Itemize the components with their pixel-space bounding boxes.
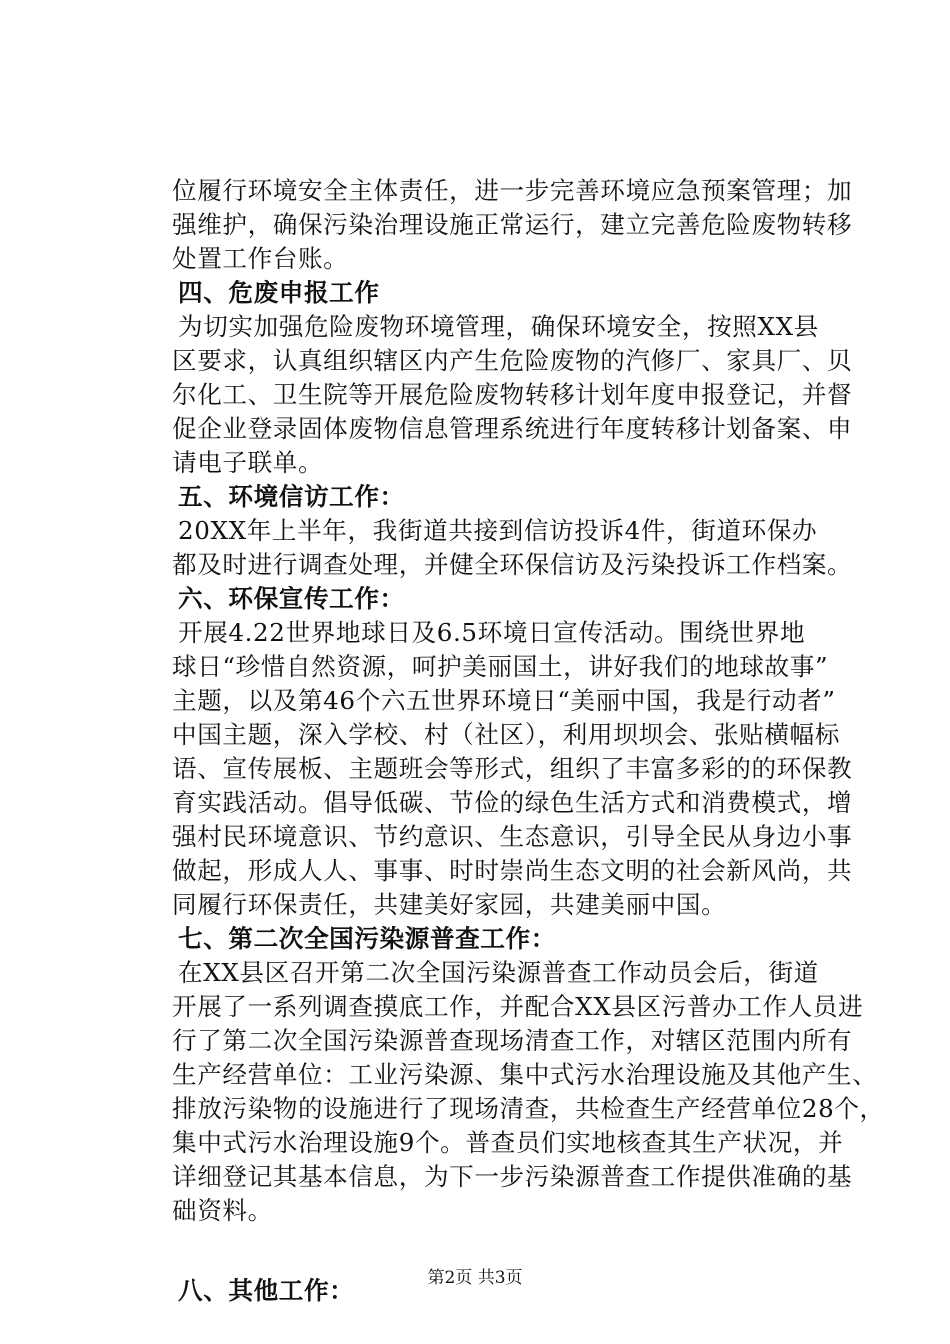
- section-heading: 六、环保宣传工作：: [178, 584, 405, 613]
- paragraph-first-line: 为切实加强危险废物环境管理，确保环境安全，按照XX县: [178, 312, 819, 341]
- paragraph-first-line: 20XX年上半年，我街道共接到信访投诉4件，街道环保办: [178, 516, 818, 545]
- body-line: 生产经营单位：工业污染源、集中式污水治理设施及其他产生、: [172, 1060, 878, 1089]
- body-line: 请电子联单。: [172, 448, 324, 477]
- body-line: 强村民环境意识、节约意识、生态意识，引导全民从身边小事: [172, 822, 853, 851]
- body-line: 中国主题，深入学校、村（社区），利用坝坝会、张贴横幅标: [172, 720, 840, 749]
- body-line: 位履行环境安全主体责任，进一步完善环境应急预案管理；加: [172, 176, 853, 205]
- section-heading: 七、第二次全国污染源普查工作：: [178, 924, 556, 953]
- section-heading: 四、危废申报工作: [178, 278, 380, 307]
- body-line: 强维护，确保污染治理设施正常运行，建立完善危险废物转移: [172, 210, 853, 239]
- paragraph-first-line: 开展4.22世界地球日及6.5环境日宣传活动。围绕世界地: [178, 618, 806, 647]
- body-line: 促企业登录固体废物信息管理系统进行年度转移计划备案、申: [172, 414, 853, 443]
- body-line: 处置工作台账。: [172, 244, 349, 273]
- paragraph-first-line: 在XX县区召开第二次全国污染源普查工作动员会后，街道: [178, 958, 819, 987]
- body-line: 球日“珍惜自然资源，呵护美丽国土，讲好我们的地球故事”: [172, 652, 829, 681]
- body-line: 行了第二次全国污染源普查现场清查工作，对辖区范围内所有: [172, 1026, 853, 1055]
- page-number-footer: 第2页 共3页: [427, 1268, 523, 1288]
- body-line: 排放污染物的设施进行了现场清查，共检查生产经营单位28个，: [172, 1094, 885, 1123]
- body-line: 区要求，认真组织辖区内产生危险废物的汽修厂、家具厂、贝: [172, 346, 853, 375]
- body-line: 都及时进行调查处理，并健全环保信访及污染投诉工作档案。: [172, 550, 853, 579]
- body-line: 开展了一系列调查摸底工作，并配合XX县区污普办工作人员进: [172, 992, 864, 1021]
- body-line: 详细登记其基本信息，为下一步污染源普查工作提供准确的基: [172, 1162, 853, 1191]
- section-heading: 八、其他工作：: [178, 1276, 355, 1305]
- body-line: 同履行环保责任，共建美好家园，共建美丽中国。: [172, 890, 727, 919]
- body-line: 尔化工、卫生院等开展危险废物转移计划年度申报登记，并督: [172, 380, 853, 409]
- section-heading: 五、环境信访工作：: [178, 482, 405, 511]
- body-line: 础资料。: [172, 1196, 273, 1225]
- document-body: [172, 174, 885, 1308]
- body-line: 主题，以及第46个六五世界环境日“美丽中国，我是行动者”: [172, 686, 836, 715]
- body-line: 语、宣传展板、主题班会等形式，组织了丰富多彩的的环保教: [172, 754, 853, 783]
- body-line: 做起，形成人人、事事、时时崇尚生态文明的社会新风尚，共: [172, 856, 853, 885]
- body-line: 集中式污水治理设施9个。普查员们实地核查其生产状况，并: [172, 1128, 844, 1157]
- body-line: 育实践活动。倡导低碳、节俭的绿色生活方式和消费模式，增: [172, 788, 853, 817]
